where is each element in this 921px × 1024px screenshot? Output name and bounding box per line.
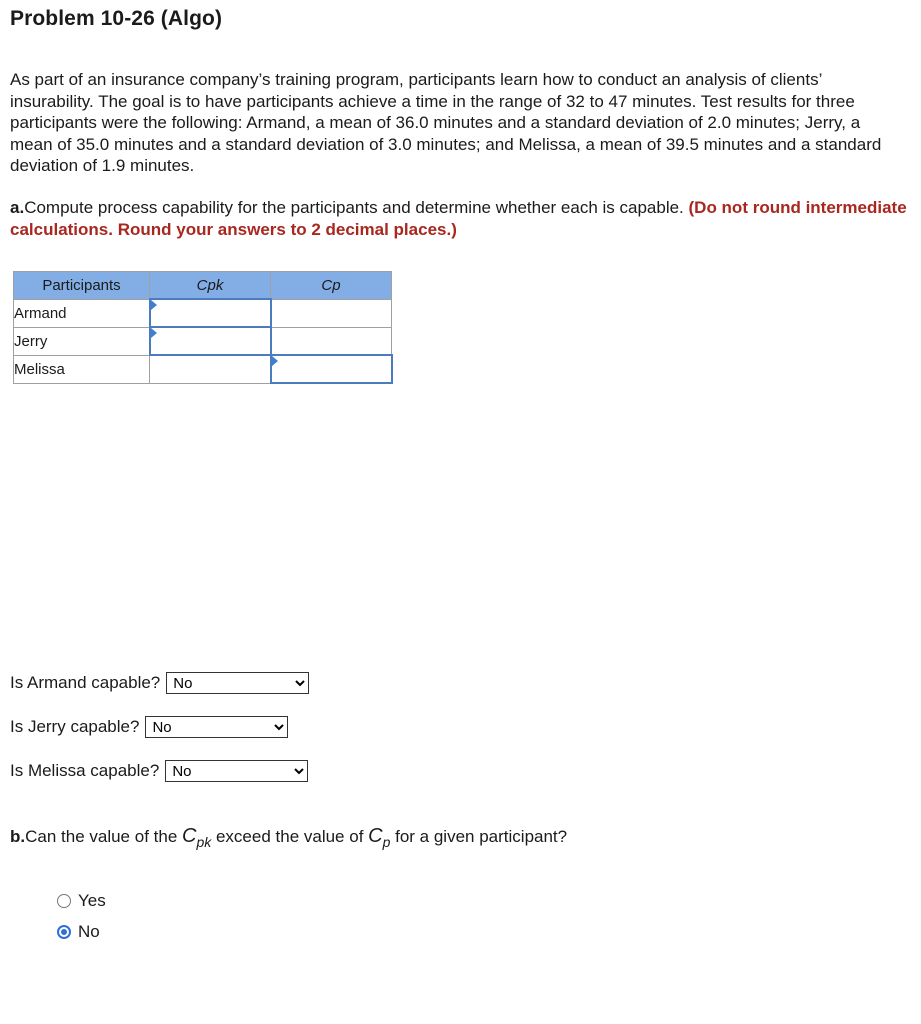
participant-name: Jerry (14, 327, 150, 355)
input-marker-icon (151, 300, 157, 310)
table-row (14, 355, 392, 383)
jerry-capable-select[interactable] (145, 716, 288, 738)
radio-yes-label: Yes (78, 891, 106, 910)
cp-symbol-base: C (368, 825, 383, 847)
header-cp: Cp (271, 272, 392, 300)
melissa-capable-question (10, 760, 308, 782)
melissa-cp-input[interactable] (272, 356, 391, 382)
table-header-row (14, 272, 392, 300)
participant-name: Armand (14, 299, 150, 327)
header-participants: Participants (14, 272, 150, 300)
radio-yes-circle[interactable] (57, 894, 71, 908)
part-b-text-before: Can the value of the (25, 827, 182, 846)
jerry-cpk-input[interactable] (151, 328, 270, 354)
cp-symbol-sub: p (382, 834, 391, 850)
cpk-cell[interactable] (150, 355, 271, 383)
radio-option-yes[interactable] (57, 891, 106, 911)
problem-title: Problem 10-26 (Algo) (10, 7, 223, 30)
armand-cp-input[interactable] (272, 300, 392, 327)
part-b-prompt (10, 825, 567, 850)
rounding-instruction: (Do not round intermediate calculations. Round your answers to 2 decimal places.) (10, 198, 907, 239)
radio-option-no[interactable] (57, 922, 100, 942)
input-marker-icon (272, 356, 278, 366)
cp-cell[interactable] (271, 299, 392, 327)
part-b-label: b. (10, 827, 26, 846)
table-row (14, 299, 392, 327)
cpk-cell[interactable] (150, 327, 271, 355)
table-row (14, 327, 392, 355)
jerry-capable-question (10, 716, 288, 738)
participant-name: Melissa (14, 355, 150, 383)
part-a-text: Compute process capability for the participants and determine whether each is capable. (24, 198, 689, 217)
cp-cell[interactable] (271, 327, 392, 355)
cpk-symbol-base: C (182, 825, 197, 847)
input-marker-icon (151, 328, 157, 338)
problem-statement: As part of an insurance company’s training program, participants learn how to conduct an analysis of clients’ insurability. The goal is to have participants achieve a time in the range of 32 to 47 minutes. Test results for three participants were the following: Armand, a mean of 36.0 minutes and a standard deviation of 2.0 minutes; Jerry, a mean of 35.0 minutes and a standard deviation of 3.0 minutes; and Melissa, a mean of 39.5 minutes and a standard deviation of 1.9 minutes. (10, 70, 882, 175)
cpk-symbol (182, 825, 212, 850)
melissa-capable-label: Is Melissa capable? (10, 761, 160, 780)
armand-cpk-input[interactable] (151, 300, 270, 326)
part-a-label: a. (10, 198, 25, 217)
melissa-cpk-input[interactable] (150, 356, 270, 383)
jerry-capable-label: Is Jerry capable? (10, 717, 140, 736)
part-a-prompt (10, 197, 910, 241)
part-b-text-middle: exceed the value of (211, 827, 369, 846)
cpk-symbol-sub: pk (196, 834, 212, 850)
cpk-cell[interactable] (150, 299, 271, 327)
armand-capable-question (10, 672, 309, 694)
radio-no-circle[interactable] (57, 925, 71, 939)
cp-cell[interactable] (271, 355, 392, 383)
radio-no-label: No (78, 922, 100, 941)
armand-capable-label: Is Armand capable? (10, 673, 161, 692)
cp-symbol (368, 825, 391, 850)
jerry-cp-input[interactable] (272, 328, 392, 355)
header-cpk: Cpk (150, 272, 271, 300)
melissa-capable-select[interactable] (165, 760, 308, 782)
capability-table (13, 271, 393, 384)
part-b-text-after: for a given participant? (390, 827, 568, 846)
armand-capable-select[interactable] (166, 672, 309, 694)
